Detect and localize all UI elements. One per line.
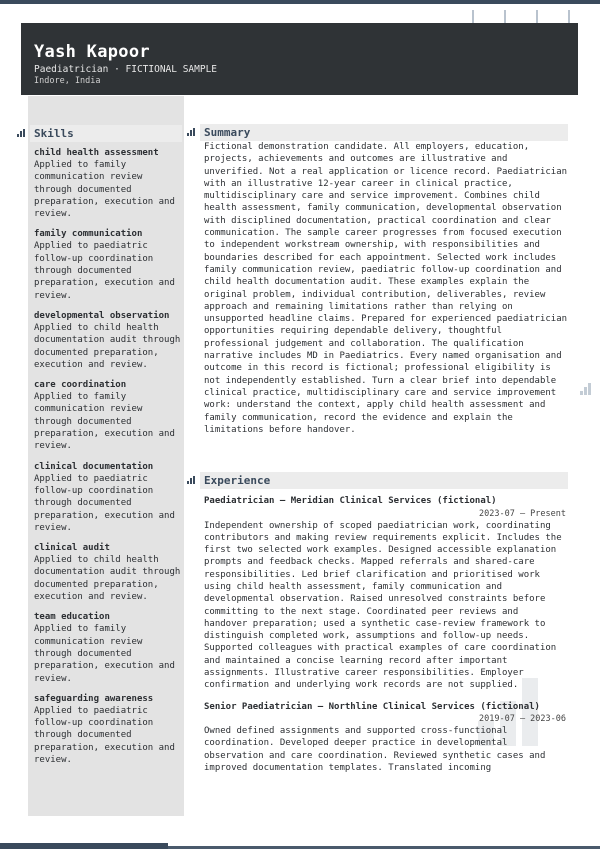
skill-description: Applied to paediatric follow-up coordination through documented preparation, execution and review. — [34, 705, 175, 765]
skill-title: care coordination — [34, 380, 127, 391]
bar-chart-icon — [580, 383, 591, 395]
job-dates: 2019-07 – 2023-06 — [479, 714, 566, 725]
candidate-role: Paediatrician · FICTIONAL SAMPLE — [34, 64, 218, 75]
skill-item — [34, 228, 182, 301]
top-accent-line — [0, 0, 600, 4]
job-description: Independent ownership of scoped paediatrician work, coordinating contributors and making review requirements explicit. Includes the first two selected work examples. Designed accessible explanation prompts and feedback checks. Mapped referrals and shared-care responsibilities. Led brief clarification and prioritised work using child health assessment, family communication and developmental observation. Raised unresolved constraints before committing to the next stage. Coordinated peer reviews and handover preparation; used a synthetic case-review framework to distinguish completed work, assumptions and follow-up needs. Supported colleagues with practical examples of care coordination and maintained a concise learning record after important assignments. Illustrative career responsibilities. Employer confirmation and underlying work records are not supplied. — [204, 520, 562, 691]
experience-list — [204, 495, 566, 783]
skill-item — [34, 147, 182, 220]
section-bar-icon — [17, 129, 25, 137]
summary-heading — [200, 124, 568, 141]
skill-description: Applied to family communication review through documented preparation, execution and review. — [34, 624, 175, 684]
skill-item — [34, 379, 182, 452]
summary-heading-text: Summary — [204, 126, 251, 139]
skills-heading-text: Skills — [34, 127, 74, 140]
skill-description: Applied to paediatric follow-up coordination through documented preparation, execution and review. — [34, 473, 175, 533]
bar-chart-icon — [504, 10, 514, 18]
experience-heading — [200, 472, 568, 489]
skill-description: Applied to paediatric follow-up coordination through documented preparation, execution and review. — [34, 241, 175, 301]
section-bar-icon — [187, 476, 195, 484]
job-entry — [204, 495, 566, 692]
skill-title: child health assessment — [34, 148, 159, 158]
skill-title: developmental observation — [34, 310, 170, 321]
skills-heading — [30, 125, 182, 142]
bar-chart-icon — [568, 10, 578, 18]
skill-title: family communication — [34, 229, 143, 240]
skill-title: clinical documentation — [34, 461, 154, 472]
skill-title: safeguarding awareness — [34, 693, 154, 704]
bottom-accent-bar — [0, 843, 168, 849]
job-description: Owned defined assignments and supported cross-functional coordination. Developed deeper practice in developmental observation and care coordination. Reviewed synthetic cases and improved documentation templates. Translated incoming — [204, 726, 546, 774]
job-entry — [204, 701, 566, 775]
skill-description: Applied to family communication review through documented preparation, execution and review. — [34, 160, 175, 220]
decorative-chart-icons — [472, 10, 600, 18]
skill-description: Applied to family communication review through documented preparation, execution and review. — [34, 392, 175, 452]
skill-description: Applied to child health documentation audit through documented preparation, execution and review. — [34, 322, 181, 370]
candidate-name: Yash Kapoor — [34, 42, 150, 62]
bar-chart-icon — [472, 10, 482, 18]
skills-list — [34, 147, 182, 774]
skill-item — [34, 611, 182, 684]
skill-item — [34, 461, 182, 534]
job-title: Senior Paediatrician — Northline Clinical Services (fictional) — [204, 701, 540, 712]
skill-item — [34, 542, 182, 603]
experience-heading-text: Experience — [204, 474, 271, 487]
candidate-location: Indore, India — [34, 76, 101, 86]
section-bar-icon — [187, 128, 195, 136]
resume-header — [21, 23, 578, 95]
skill-description: Applied to child health documentation audit through documented preparation, execution and review. — [34, 555, 181, 603]
summary-text: Fictional demonstration candidate. All employers, education, projects, achievements and outcomes are illustrative and unverified. Not a real application or licence record. Paediatrician with an illustrative 12-year career in clinical practice, multidisciplinary care and service improvement. Combines child health assessment, family communication, developmental observation with disciplined documentation, practical coordination and clear communication. The sample career progresses from focused execution to independent workstream ownership, with responsibilities and boundaries described for each appointment. Selected work includes family communication review, paediatric follow-up coordination and child health documentation audit. These examples explain the original problem, individual contribution, deliverables, review approach and remaining limitations rather than relying on unsupported headline claims. Prepared for experienced paediatrician opportunities requiring dependable delivery, thoughtful professional judgement and collaboration. The qualification narrative includes MD in Paediatrics. Every named organisation and outcome in this record is fictional; professional eligibility is not independently established. Turn a clear brief into dependable clinical practice, multidisciplinary care and service improvement work: understand the context, apply child health assessment and family communication, record the evidence and explain the limitations before handover. — [204, 142, 568, 435]
skill-item — [34, 693, 182, 766]
job-title: Paediatrician — Meridian Clinical Services (fictional) — [204, 496, 497, 506]
bar-chart-icon — [536, 10, 546, 18]
skill-title: clinical audit — [34, 543, 110, 554]
skill-title: team education — [34, 612, 110, 623]
skill-item — [34, 310, 182, 371]
job-dates: 2023-07 – Present — [479, 508, 566, 519]
